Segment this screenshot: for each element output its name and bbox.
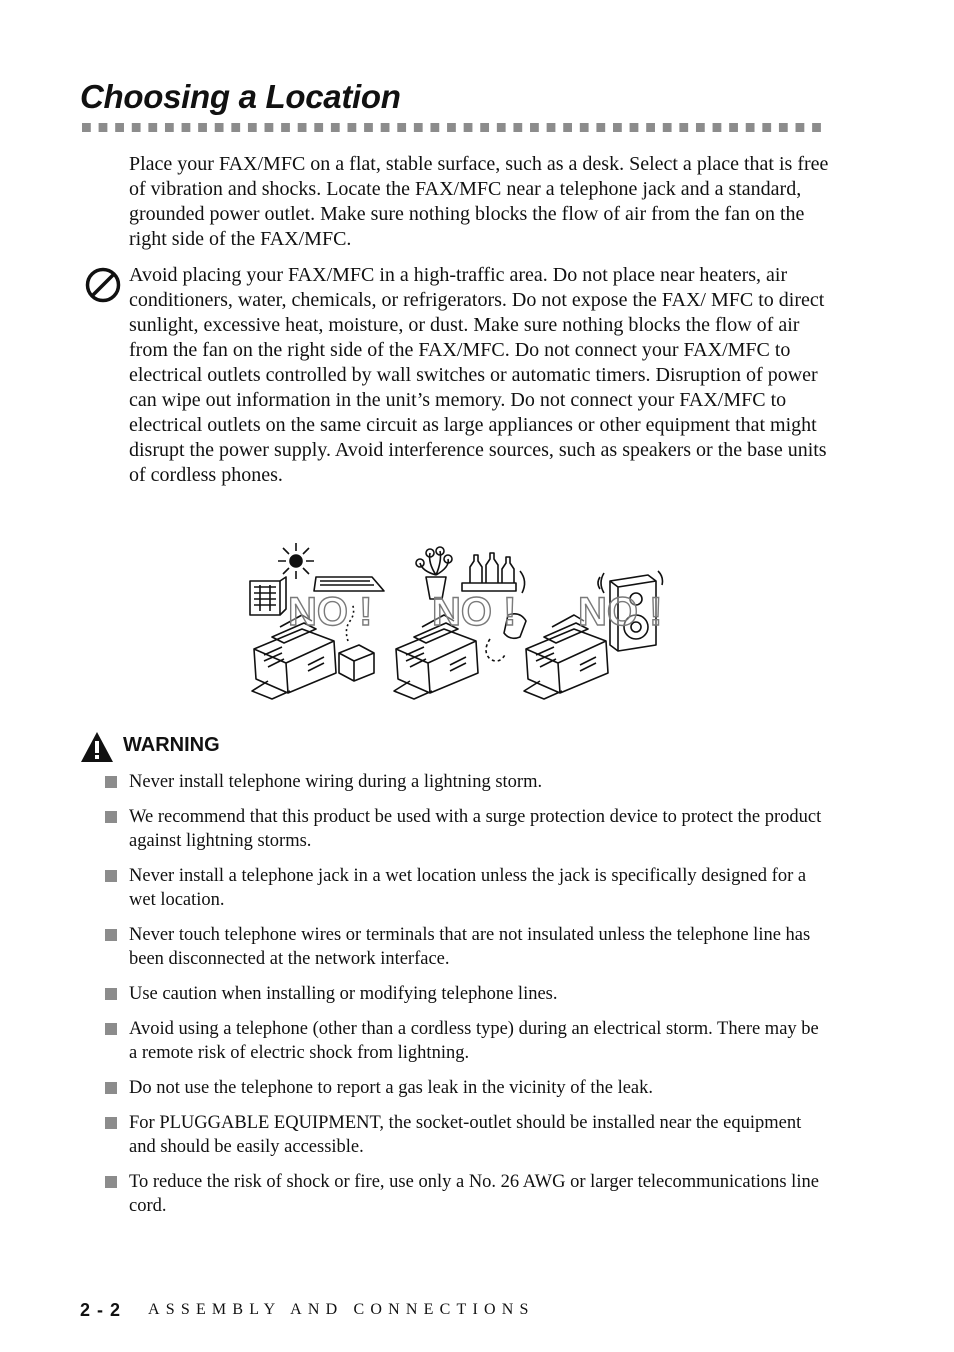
section-name: ASSEMBLY AND CONNECTIONS [148,1301,535,1318]
placement-illustration [244,541,668,705]
square-bullet-icon [105,1117,117,1129]
square-bullet-icon [105,1023,117,1035]
list-item-text: Never touch telephone wires or terminals that are not insulated unless the telephone line has been disconnected at the network interface. [129,925,811,969]
list-item [0,1017,829,1065]
list-item-text: Do not use the telephone to report a gas leak in the vicinity of the leak. [129,1078,654,1098]
list-item [0,1170,829,1218]
caution-paragraph: Avoid placing your FAX/MFC in a high-traffic area. Do not place near heaters, air conditioners, water, chemicals, or refrigerators. Do not expose the FAX/ MFC to direct sunlight, excessive heat, moisture, or dust. Make sure nothing blocks the flow of air from the fan on the right side of the FAX/MFC. Do not connect your FAX/MFC to electrical outlets controlled by wall switches or automatic timers. Disruption of power can wipe out information in the unit’s memory. Do not connect your FAX/MFC to electrical outlets on the same circuit as large appliances or other equipment that might disrupt the power supply. Avoid interference sources, such as speakers or the base units of cordless phones. [129,264,827,486]
no-label-2: NO ! [432,590,517,634]
no-label-3: NO ! [578,590,663,634]
warning-heading: WARNING [123,734,220,756]
square-bullet-icon [105,776,117,788]
intro-paragraph: Place your FAX/MFC on a flat, stable surface, such as a desk. Select a place that is free of vibration and shocks. Locate the FAX/MFC near a telephone jack and a standard, grounded power outlet. Make sure nothing blocks the flow of air from the fan on the right side of the FAX/MFC. [129,153,829,250]
square-bullet-icon [105,988,117,1000]
list-item-text: We recommend that this product be used with a surge protection device to protect the product against lightning storms. [129,807,822,851]
no-label-1: NO ! [288,590,373,634]
warning-list [0,770,954,1229]
list-item-text: Never install a telephone jack in a wet location unless the jack is specifically designed for a wet location. [129,866,807,910]
list-item-text: For PLUGGABLE EQUIPMENT, the socket-outlet should be installed near the equipment and should be easily accessible. [129,1113,802,1157]
bottles-icon [462,553,525,593]
square-bullet-icon [105,870,117,882]
list-item [0,923,829,971]
warning-triangle-icon [80,731,114,763]
page-number: 2 - 2 [80,1300,122,1320]
list-item [0,770,829,794]
square-bullet-icon [105,811,117,823]
list-item [0,805,829,853]
square-bullet-icon [105,929,117,941]
page-title: Choosing a Location [80,78,401,115]
square-bullet-icon [105,1176,117,1188]
heater-icon [250,577,286,615]
list-item-text: Never install telephone wiring during a lightning storm. [129,772,543,792]
list-item [0,864,829,912]
list-item [0,1076,829,1100]
square-bullet-icon [105,1082,117,1094]
range-hood-icon [314,577,384,591]
title-dotted-rule [82,123,824,132]
list-item-text: Use caution when installing or modifying telephone lines. [129,984,558,1004]
prohibited-icon [84,266,122,304]
list-item [0,982,829,1006]
sun-icon [278,543,314,579]
list-item-text: To reduce the risk of shock or fire, use only a No. 26 AWG or larger telecommunications line cord. [129,1172,819,1216]
list-item [0,1111,829,1159]
list-item-text: Avoid using a telephone (other than a cordless type) during an electrical storm. There may be a remote risk of electric shock from lightning. [129,1019,819,1063]
